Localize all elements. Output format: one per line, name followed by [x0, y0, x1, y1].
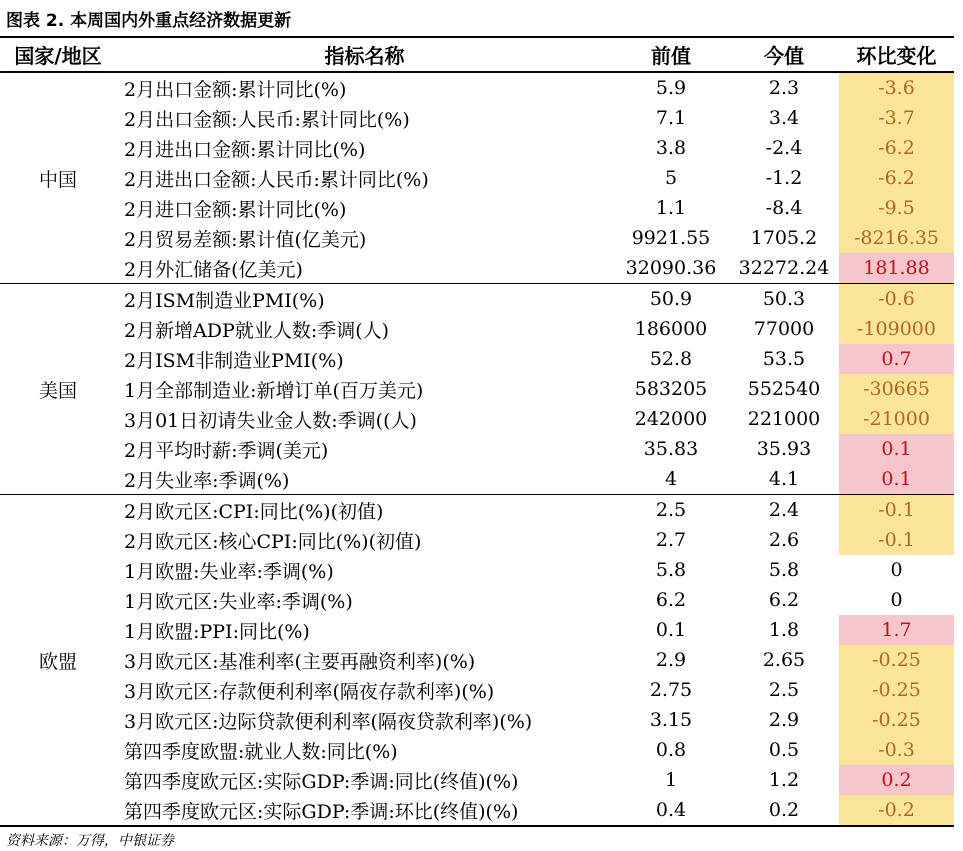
current-value-cell: -2.4	[765, 137, 803, 159]
change-value-cell: -6.2	[839, 163, 954, 193]
current-value-cell: 2.5	[768, 679, 800, 701]
change-value-cell: 1.7	[839, 615, 954, 645]
previous-value-cell: 9921.55	[631, 227, 711, 249]
previous-value-cell: 3.15	[649, 709, 693, 731]
current-value-cell: 77000	[753, 318, 815, 340]
indicator-cell: 2月新增ADP就业人数:季调(人)	[124, 319, 390, 342]
indicator-cell: 2月外汇储备(亿美元)	[116, 253, 613, 284]
change-value-cell: -0.6	[839, 284, 954, 315]
table-row	[0, 555, 954, 585]
change-value-cell: -0.25	[839, 675, 954, 705]
current-value-cell: -8.4	[765, 197, 803, 219]
indicator-cell: 1月欧盟:失业率:季调(%)	[124, 560, 334, 583]
table-row	[0, 223, 954, 253]
previous-value-cell: 32090.36	[613, 253, 729, 284]
current-value-cell: 2.9	[768, 709, 800, 731]
indicator-cell: 2月进出口金额:人民币:累计同比(%)	[124, 168, 429, 191]
header-region: 国家/地区	[0, 37, 116, 72]
previous-value-cell: 2.5	[655, 499, 687, 521]
header-previous: 前值	[613, 37, 729, 72]
table-row	[0, 705, 954, 735]
region-cell: 欧盟	[0, 495, 116, 827]
table-row	[0, 735, 954, 765]
indicator-cell: 1月欧元区:失业率:季调(%)	[124, 590, 353, 613]
current-value-cell: 3.4	[768, 107, 800, 129]
header-current: 今值	[729, 37, 839, 72]
current-value-cell: 32272.24	[729, 253, 839, 284]
indicator-cell: 2月进出口金额:累计同比(%)	[124, 138, 366, 161]
current-value-cell: 0.2	[729, 795, 839, 826]
table-body	[0, 72, 954, 826]
change-value-cell: 0	[839, 555, 954, 585]
change-value-cell: -0.2	[839, 795, 954, 826]
previous-value-cell: 242000	[634, 408, 708, 430]
indicator-cell: 2月出口金额:人民币:累计同比(%)	[124, 108, 410, 131]
header-indicator: 指标名称	[116, 37, 613, 72]
region-cell: 中国	[0, 72, 116, 284]
change-value-cell: -0.25	[839, 645, 954, 675]
table-row	[0, 675, 954, 705]
current-value-cell: 1705.2	[750, 227, 818, 249]
current-value-cell: 2.65	[762, 649, 806, 671]
change-value-cell: -0.1	[839, 495, 954, 526]
change-value-cell: 0	[839, 585, 954, 615]
table-row	[0, 434, 954, 464]
table-row	[0, 133, 954, 163]
change-value-cell: -3.6	[839, 72, 954, 103]
previous-value-cell: 6.2	[655, 589, 687, 611]
table-row	[0, 374, 954, 404]
indicator-cell: 第四季度欧元区:实际GDP:季调:同比(终值)(%)	[124, 770, 519, 793]
table-row	[0, 495, 954, 526]
current-value-cell: 1.2	[768, 769, 800, 791]
indicator-cell: 3月01日初请失业金人数:季调((人)	[124, 409, 417, 432]
indicator-cell: 2月进口金额:累计同比(%)	[124, 198, 347, 221]
table-row	[0, 464, 954, 495]
table-row	[0, 284, 954, 315]
table-row	[0, 72, 954, 103]
current-value-cell: 2.4	[768, 499, 800, 521]
indicator-cell: 1月欧盟:PPI:同比(%)	[124, 620, 310, 643]
change-value-cell: -0.3	[839, 735, 954, 765]
previous-value-cell: 35.83	[643, 438, 699, 460]
change-value-cell: -9.5	[839, 193, 954, 223]
indicator-cell: 2月ISM制造业PMI(%)	[124, 289, 325, 312]
indicator-cell: 1月全部制造业:新增订单(百万美元)	[124, 379, 424, 402]
table-row	[0, 103, 954, 133]
current-value-cell: 552540	[747, 378, 821, 400]
economic-data-table	[0, 36, 954, 827]
table-row	[0, 344, 954, 374]
indicator-cell: 2月欧元区:CPI:同比(%)(初值)	[124, 500, 384, 523]
current-value-cell: 5.8	[768, 559, 800, 581]
change-value-cell: -109000	[839, 314, 954, 344]
change-value-cell: -0.25	[839, 705, 954, 735]
current-value-cell: 4.1	[729, 464, 839, 495]
previous-value-cell: 1.1	[655, 197, 687, 219]
table-row	[0, 795, 954, 826]
previous-value-cell: 0.1	[655, 619, 687, 641]
figure-title: 图表 2. 本周国内外重点经济数据更新	[6, 11, 292, 31]
current-value-cell: 1.8	[768, 619, 800, 641]
table-row	[0, 404, 954, 434]
previous-value-cell: 4	[613, 464, 729, 495]
header-change: 环比变化	[839, 37, 954, 72]
indicator-cell: 2月ISM非制造业PMI(%)	[124, 349, 344, 372]
change-value-cell: -21000	[839, 404, 954, 434]
current-value-cell: -1.2	[765, 167, 803, 189]
indicator-cell: 2月欧元区:核心CPI:同比(%)(初值)	[124, 530, 422, 553]
table-row	[0, 253, 954, 284]
current-value-cell: 53.5	[762, 348, 806, 370]
table-row	[0, 645, 954, 675]
table-row	[0, 585, 954, 615]
previous-value-cell: 0.4	[613, 795, 729, 826]
change-value-cell: 181.88	[839, 253, 954, 284]
indicator-cell: 3月欧元区:基准利率(主要再融资利率)(%)	[124, 650, 476, 673]
indicator-cell: 第四季度欧元区:实际GDP:季调:环比(终值)(%)	[116, 795, 613, 826]
current-value-cell: 6.2	[768, 589, 800, 611]
change-value-cell: -6.2	[839, 133, 954, 163]
indicator-cell: 2月贸易差额:累计值(亿美元)	[124, 228, 367, 251]
current-value-cell: 221000	[747, 408, 821, 430]
previous-value-cell: 1	[664, 769, 678, 791]
source-note: 资料来源：万得，中银证券	[6, 833, 174, 849]
table-row	[0, 314, 954, 344]
previous-value-cell: 2.75	[649, 679, 693, 701]
previous-value-cell: 7.1	[655, 107, 687, 129]
change-value-cell: 0.2	[839, 765, 954, 795]
previous-value-cell: 5	[664, 167, 678, 189]
change-value-cell: -3.7	[839, 103, 954, 133]
current-value-cell: 0.5	[768, 739, 800, 761]
change-value-cell: -30665	[839, 374, 954, 404]
change-value-cell: 0.1	[839, 434, 954, 464]
table-row	[0, 615, 954, 645]
table-row	[0, 525, 954, 555]
table-row	[0, 765, 954, 795]
table-row	[0, 163, 954, 193]
table-row	[0, 193, 954, 223]
region-cell: 美国	[0, 284, 116, 495]
previous-value-cell: 583205	[634, 378, 708, 400]
current-value-cell: 2.3	[768, 77, 800, 99]
previous-value-cell: 2.9	[655, 649, 687, 671]
previous-value-cell: 52.8	[649, 348, 693, 370]
indicator-cell: 2月出口金额:累计同比(%)	[124, 78, 347, 101]
indicator-cell: 3月欧元区:存款便利利率(隔夜存款利率)(%)	[124, 680, 495, 703]
previous-value-cell: 50.9	[649, 288, 693, 310]
previous-value-cell: 0.8	[655, 739, 687, 761]
change-value-cell: 0.1	[839, 464, 954, 495]
change-value-cell: -0.1	[839, 525, 954, 555]
table-header-row	[0, 37, 954, 72]
current-value-cell: 35.93	[756, 438, 812, 460]
indicator-cell: 3月欧元区:边际贷款便利利率(隔夜贷款利率)(%)	[124, 710, 533, 733]
previous-value-cell: 186000	[634, 318, 708, 340]
indicator-cell: 2月失业率:季调(%)	[116, 464, 613, 495]
current-value-cell: 50.3	[762, 288, 806, 310]
previous-value-cell: 3.8	[655, 137, 687, 159]
indicator-cell: 2月平均时薪:季调(美元)	[124, 439, 329, 462]
previous-value-cell: 5.9	[655, 77, 687, 99]
indicator-cell: 第四季度欧盟:就业人数:同比(%)	[124, 740, 398, 763]
change-value-cell: 0.7	[839, 344, 954, 374]
change-value-cell: -8216.35	[839, 223, 954, 253]
current-value-cell: 2.6	[768, 529, 800, 551]
previous-value-cell: 5.8	[655, 559, 687, 581]
previous-value-cell: 2.7	[655, 529, 687, 551]
